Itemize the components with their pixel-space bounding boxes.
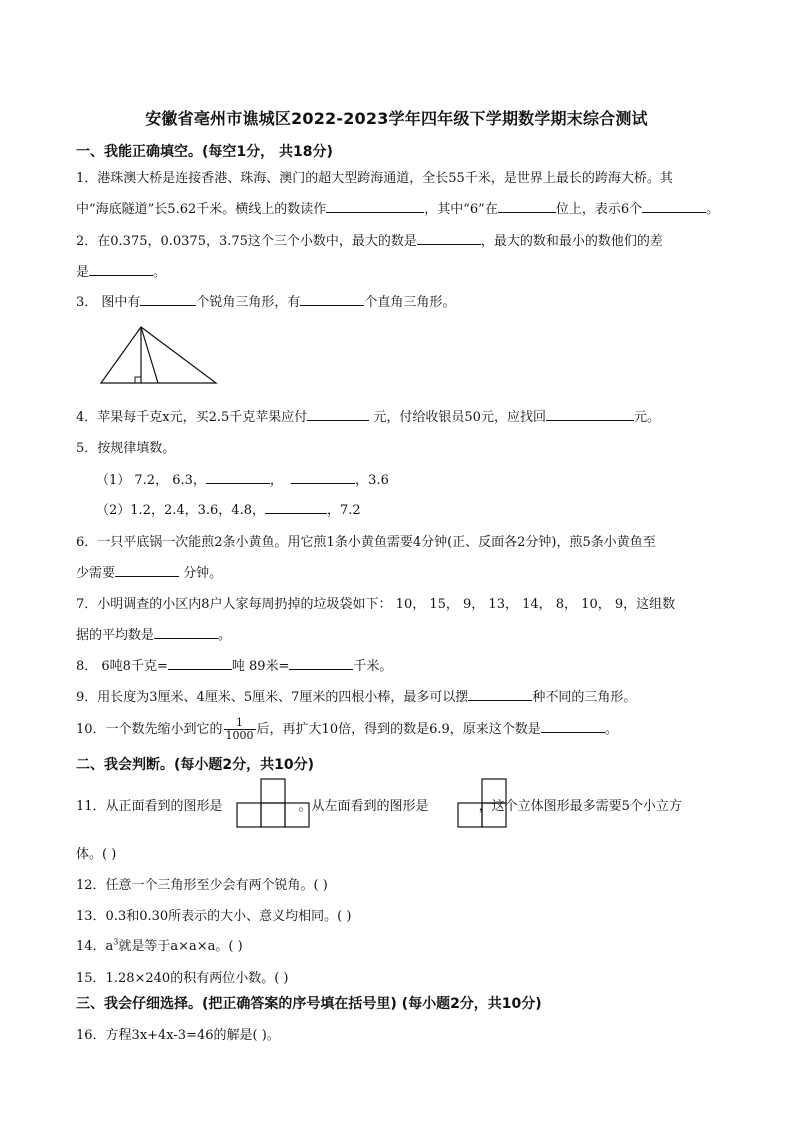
page-title: 安徽省亳州市谯城区2022-2023学年四年级下学期数学期末综合测试: [145, 109, 648, 128]
q11-line-1: 11．从正面看到的图形是 。从左面看到的图形是 ，这个立体图形最多需要5个小立方: [76, 799, 682, 814]
q8-line: 8． 6吨8千克= 吨 89米= 千米。: [76, 655, 392, 674]
answer-blank[interactable]: [498, 199, 556, 213]
answer-blank[interactable]: [289, 656, 353, 670]
q5-line: 5．按规律填数。: [76, 441, 176, 456]
answer-blank[interactable]: [642, 199, 706, 213]
outer-triangle: [101, 327, 216, 383]
right-angle-mark: [135, 377, 141, 383]
answer-blank[interactable]: [307, 407, 369, 421]
left-view-figure: [457, 778, 509, 830]
q1-line-1: 1．港珠澳大桥是连接香港、珠海、澳门的超大型跨海通道，全长55千米，是世界上最长的跨海大桥。其: [76, 171, 673, 186]
q3-line: 3． 图中有 个锐角三角形，有 个直角三角形。: [76, 291, 455, 310]
section-2-heading: 二、我会判断。(每小题2分，共10分): [76, 757, 315, 773]
front-view-figure: [236, 778, 312, 830]
q4-line: 4．苹果每千克x元，买2.5千克苹果应付 元，付给收银员50元，应找回 元。: [76, 406, 660, 425]
answer-blank[interactable]: [154, 625, 218, 639]
answer-blank[interactable]: [417, 231, 481, 245]
q7-line-1: 7．小明调查的小区内8户人家每周扔掉的垃圾袋如下： 10， 15， 9， 13， 14， 8， 10， 9，这组数: [76, 597, 676, 612]
answer-blank[interactable]: [206, 470, 270, 484]
q6-line-2: 少需要 分钟。: [76, 562, 222, 581]
q11-line-2: 体。( ): [76, 847, 117, 862]
answer-blank[interactable]: [140, 292, 196, 306]
section-1-heading: 一、我能正确填空。(每空1分， 共18分): [76, 144, 333, 160]
answer-blank[interactable]: [300, 292, 364, 306]
q2-line-2: 是 。: [76, 261, 166, 280]
q14-line: 14．$a^3$就是等于a×a×a。( ): [76, 937, 243, 954]
answer-blank[interactable]: [468, 687, 532, 701]
q13-line: 13．0.3和0.30所表示的大小、意义均相同。( ): [76, 909, 352, 924]
answer-blank[interactable]: [546, 407, 634, 421]
q6-line-1: 6．一只平底锅一次能煎2条小黄鱼。用它煎1条小黄鱼需要4分钟(正、反面各2分钟)，煎5条小黄鱼至: [76, 535, 656, 550]
answer-blank[interactable]: [115, 563, 179, 577]
q2-line-1: 2．在0.375，0.0375，3.75这个三个小数中，最大的数是 ，最大的数和最小的数他们的差: [76, 230, 663, 249]
section-3-heading: 三、我会仔细选择。(把正确答案的序号填在括号里) (每小题2分，共10分): [76, 996, 542, 1012]
answer-blank[interactable]: [89, 262, 153, 276]
q5-row-1: （1） 7.2， 6.3， ， ，3.6: [96, 469, 389, 488]
q12-line: 12．任意一个三角形至少会有两个锐角。( ): [76, 878, 328, 893]
inner-line: [141, 327, 158, 383]
fraction: $\frac{1}{1000}$: [225, 716, 254, 742]
answer-blank[interactable]: [168, 656, 232, 670]
q16-line: 16．方程3x+4x-3=46的解是( )。: [76, 1028, 280, 1043]
answer-blank[interactable]: [291, 470, 355, 484]
answer-blank[interactable]: [265, 500, 327, 514]
answer-blank[interactable]: [326, 199, 424, 213]
q7-line-2: 据的平均数是 。: [76, 624, 231, 643]
q10-line: 10．一个数先缩小到它的 $\frac{1}{1000}$ 后，再扩大10倍，得到的数是6.9，原来这个数是 。: [76, 716, 618, 742]
answer-blank[interactable]: [541, 719, 605, 733]
q15-line: 15．1.28×240的积有两位小数。( ): [76, 971, 289, 986]
q5-row-2: （2）1.2，2.4，3.6，4.8， ，7.2: [96, 499, 361, 518]
q1-line-2: 中“海底隧道”长5.62千米。横线上的数读作 ，其中“6”在 位上，表示6个 。: [76, 198, 719, 217]
triangle-figure: [98, 325, 220, 387]
q9-line: 9．用长度为3厘米、4厘米、5厘米、7厘米的四根小棒，最多可以摆 种不同的三角形。: [76, 686, 636, 705]
